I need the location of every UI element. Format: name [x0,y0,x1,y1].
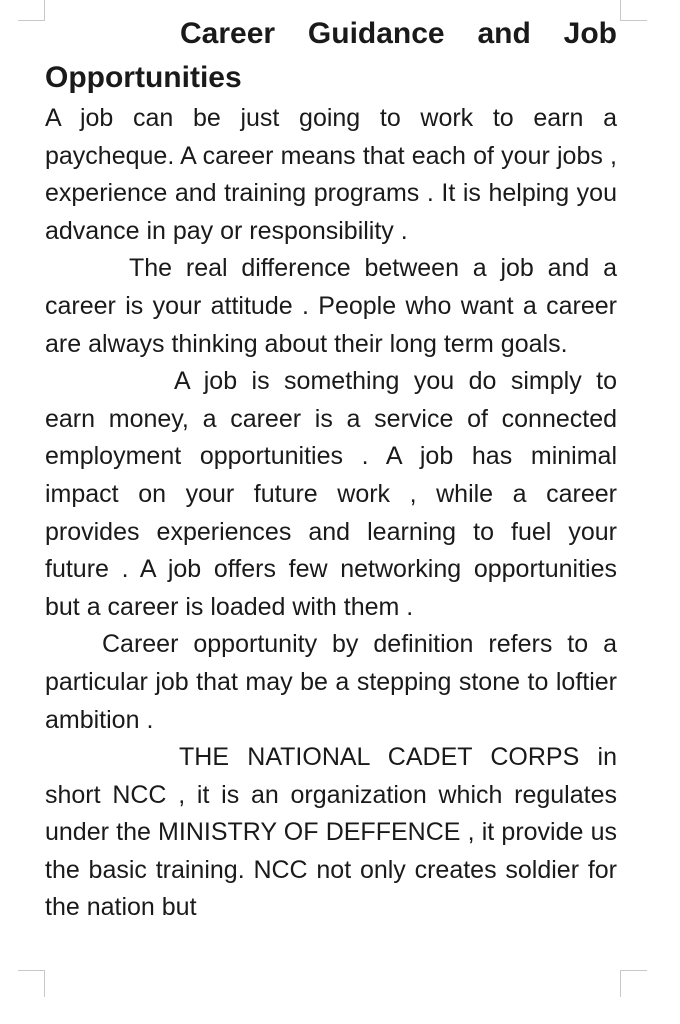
paragraph-text: Career opportunity by definition refers to a particular job that may be a stepping stone to loftier ambition . [45,630,617,734]
paragraph-job-vs-career [45,100,617,250]
paragraph-career-opportunity [45,626,617,739]
paragraph-text: THE NATIONAL CADET CORPS in short NCC , it is an organization which regulates under the MINISTRY OF DEFFENCE , it provide us the basic training. NCC not only creates soldier for the nation but [45,743,617,922]
document-page [45,12,617,927]
page-title [45,12,617,100]
paragraph-attitude [45,250,617,363]
paragraph-text: A job is something you do simply to earn money, a career is a service of connected employment opportunities . A job has minimal impact on your future work , while a career provides experiences and learning to fuel your future . A job offers few networking opportunities but a career is loaded with them . [45,367,617,621]
paragraph-ncc [45,739,617,927]
paragraph-job-definition [45,363,617,626]
page-corner-mark-bottom-right [620,970,647,997]
paragraph-text: A job can be just going to work to earn a paycheque. A career means that each of your jobs , experience and training programs . It is helping you advance in pay or responsibility . [45,104,617,245]
paragraph-text: The real difference between a job and a career is your attitude . People who want a career are always thinking about their long term goals. [45,254,617,358]
page-corner-mark-bottom-left [18,970,45,997]
page-corner-mark-top-right [620,0,647,21]
page-corner-mark-top-left [18,0,45,21]
title-text: Career Guidance and Job Opportunities [45,17,617,94]
